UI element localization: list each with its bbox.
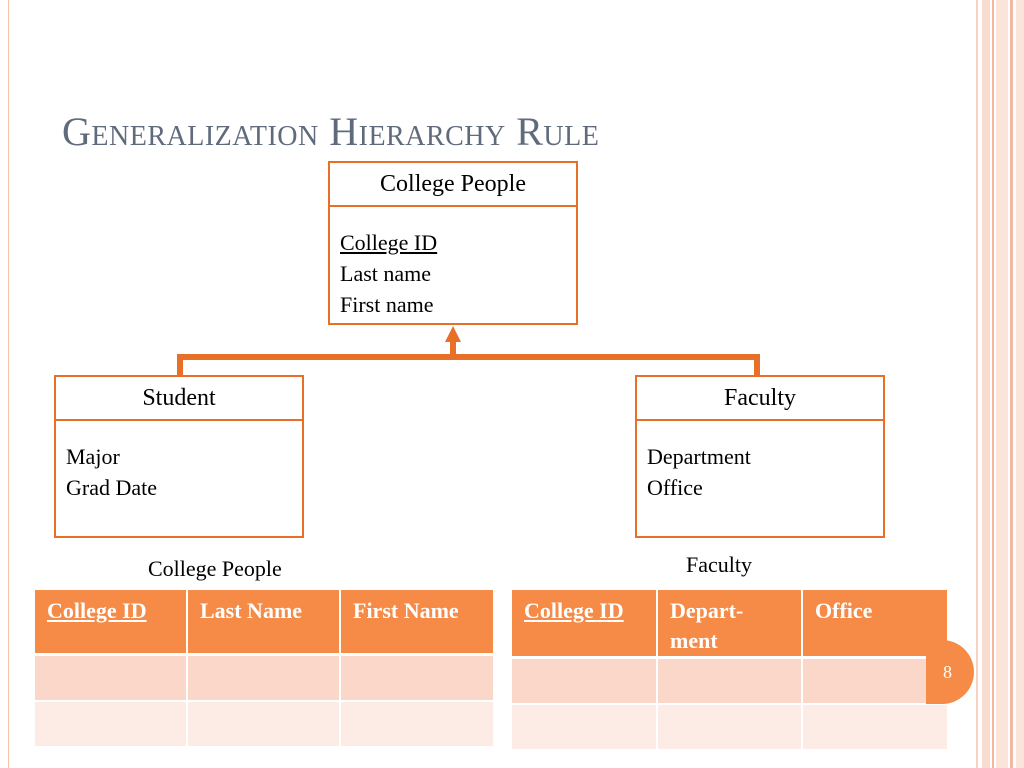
column-header-key: College ID xyxy=(35,590,187,654)
slide-title: Generalization Hierarchy Rule xyxy=(62,109,600,154)
column-header: First Name xyxy=(340,590,493,654)
entity-faculty[interactable] xyxy=(635,375,885,538)
entity-name: Faculty xyxy=(637,377,883,421)
table-cell xyxy=(340,654,493,701)
table-cell xyxy=(802,704,947,750)
page-number-badge: 8 xyxy=(926,640,974,704)
table-cell xyxy=(657,704,802,750)
entity-attributes xyxy=(637,421,883,503)
table-cell xyxy=(35,701,187,747)
attribute: Grad Date xyxy=(66,475,158,500)
entity-attributes xyxy=(330,207,576,320)
table-cell xyxy=(512,704,657,750)
table-cell xyxy=(512,658,657,705)
table-cell xyxy=(187,701,340,747)
connector-line xyxy=(180,357,757,376)
column-header: Last Name xyxy=(187,590,340,654)
table-faculty xyxy=(512,590,947,751)
arrowhead-icon xyxy=(445,326,461,342)
table-row xyxy=(35,654,493,701)
attribute: Office xyxy=(647,475,703,500)
table-header-row xyxy=(512,590,947,658)
table-caption-college-people: College People xyxy=(148,556,282,581)
attribute: Last name xyxy=(340,261,432,286)
attribute: Major xyxy=(66,444,120,469)
table-cell xyxy=(35,654,187,701)
table-cell xyxy=(657,658,802,705)
entity-attributes xyxy=(56,421,302,503)
column-header-key: College ID xyxy=(512,590,657,658)
table-row xyxy=(512,658,947,705)
column-header: Office xyxy=(802,590,947,658)
attribute: First name xyxy=(340,292,434,317)
table-caption-faculty: Faculty xyxy=(686,552,752,577)
key-attribute: College ID xyxy=(340,230,438,255)
entity-student[interactable] xyxy=(54,375,304,538)
table-header-row xyxy=(35,590,493,654)
table-cell xyxy=(340,701,493,747)
table-cell xyxy=(187,654,340,701)
entity-college-people[interactable] xyxy=(328,161,578,325)
table-row xyxy=(512,704,947,750)
entity-name: Student xyxy=(56,377,302,421)
table-college-people xyxy=(35,590,493,748)
column-header: Depart-ment xyxy=(657,590,802,658)
table-row xyxy=(35,701,493,747)
entity-name: College People xyxy=(330,163,576,207)
attribute: Department xyxy=(647,444,751,469)
